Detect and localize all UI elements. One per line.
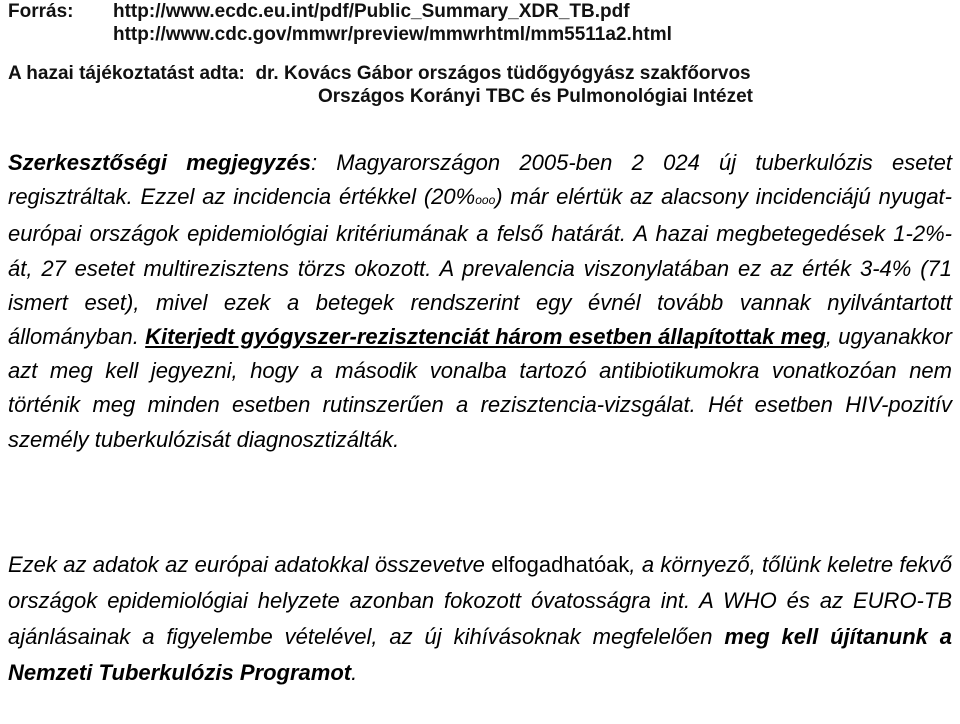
conclusion-text-1: Ezek az adatok az európai adatokkal összevetve [8,552,492,577]
informant-name: dr. Kovács Gábor országos tüdőgyógyász szakfőorvos [255,63,751,84]
editorial-bold-highlight: Kiterjedt gyógyszer-rezisztenciát három esetben állapítottak meg [145,324,826,350]
editorial-heading: Szerkesztőségi megjegyzés [8,150,311,175]
conclusion-text-2: , a környező, tőlünk keletre fekvő országok epidemiológiai helyzete azonban fokozott óvatosságra int. A WHO és az EURO-TB ajánlásainak a figyelembe vételével, az új kihívásoknak megfelelően [8,552,952,649]
editorial-text-1: : Magyarországon 2005-ben 2 024 új tuberkulózis esetet regisztráltak. Ezzel az incidencia értékkel (20% [8,150,952,210]
informant-block [8,62,753,108]
conclusion-upright-word: elfogadhatóak [491,552,630,577]
source-url-2[interactable]: http://www.cdc.gov/mmwr/preview/mmwrhtml/mm5511a2.html [113,24,672,45]
conclusion-bold-highlight: meg kell újítanunk a Nemzeti Tuberkulózis Programot [8,624,952,685]
sources-label: Forrás: [8,1,74,22]
source-url-1[interactable]: http://www.ecdc.eu.int/pdf/Public_Summary_XDR_TB.pdf [113,1,630,22]
conclusion-text-3: . [351,660,358,685]
informant-institute: Országos Korányi TBC és Pulmonológiai Intézet [318,86,753,107]
conclusion-paragraph [8,547,952,691]
sources-block [8,0,672,46]
editorial-text-3: , ugyanakkor azt meg kell jegyezni, hogy a második vonalba tartozó antibiotikumokra vonatkozóan nem történik meg minden esetben rutinszerűen a rezisztencia-vizsgálat. Hét esetben HIV-pozitív személy tuberkulózisát diagnosztizálták. [8,324,952,452]
informant-label: A hazai tájékoztatást adta: [8,63,245,84]
editorial-note-paragraph [8,146,952,457]
editorial-text-2: ) már elértük az alacsony incidenciájú nyugat-európai országok epidemiológiai kritériumának a felső határát. A hazai megbetegedések 1-2%-át, 27 esetet multirezisztens törzs okozott. A prevalencia viszonylatában ez az érték 3-4% (71 ismert eset), mivel ezek a betegek rendszerint egy évnél tovább vannak nyilvántartott állományban. [8,184,953,350]
permil-symbol: ooo [475,193,496,208]
